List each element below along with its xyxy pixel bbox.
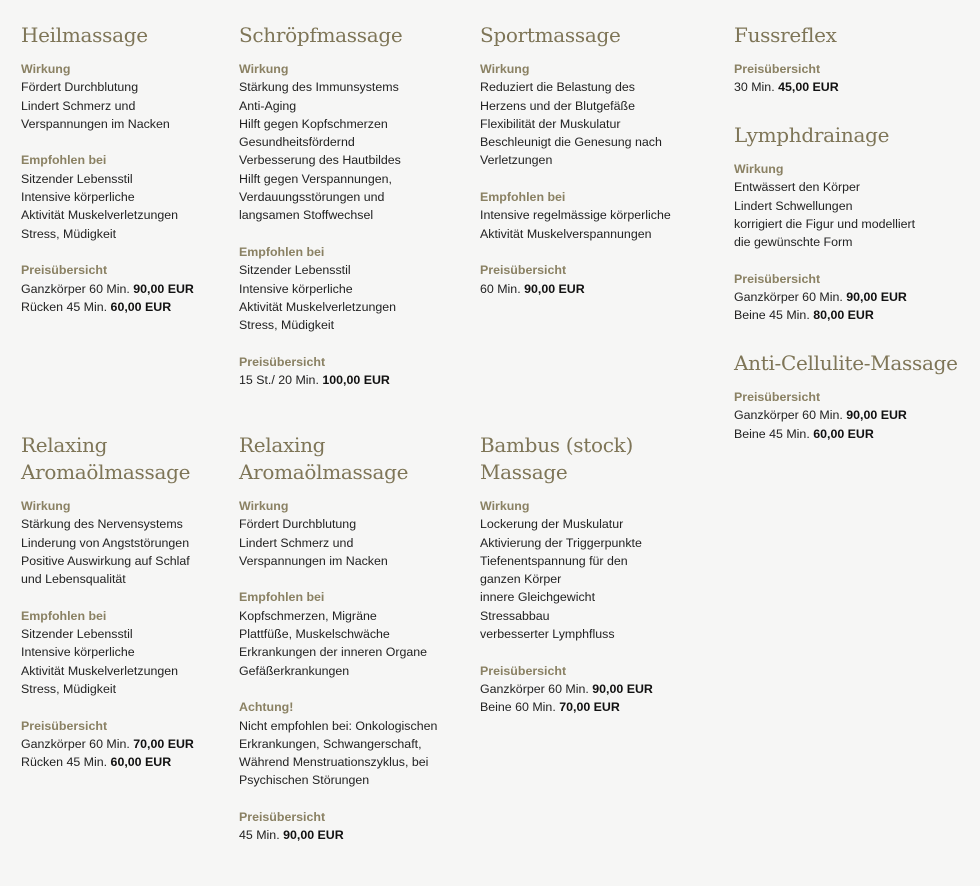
section-line: Stress, Müdigkeit xyxy=(21,226,117,241)
section-label: Wirkung xyxy=(480,62,530,76)
price-amount: 90,00 EUR xyxy=(846,408,907,423)
card-section xyxy=(480,60,720,170)
card-anti-cellulite-massage xyxy=(734,350,974,443)
price-amount: 80,00 EUR xyxy=(813,308,874,323)
card-title-line: Sportmassage xyxy=(480,23,621,47)
card-title-line: Lymphdrainage xyxy=(734,123,890,147)
price-row xyxy=(734,78,974,96)
section-line: Verletzungen xyxy=(480,153,553,168)
section-line: verbesserter Lymphfluss xyxy=(480,627,615,642)
card-title xyxy=(734,350,974,377)
price-amount: 90,00 EUR xyxy=(592,681,653,696)
price-amount: 60,00 EUR xyxy=(110,299,172,314)
card-section xyxy=(480,662,720,717)
section-label: Wirkung xyxy=(21,62,71,76)
section-label: Wirkung xyxy=(239,499,289,513)
price-description: 15 St./ 20 Min. xyxy=(239,373,319,388)
section-label: Empfohlen bei xyxy=(239,590,325,605)
section-line: Lindert Schmerz und xyxy=(21,98,136,113)
card-section xyxy=(21,717,221,772)
section-label: Preisübersicht xyxy=(239,810,326,825)
card-lymphdrainage xyxy=(734,122,974,325)
card-title xyxy=(480,432,720,486)
section-label: Preisübersicht xyxy=(239,354,326,369)
section-line: Nicht empfohlen bei: Onkologischen xyxy=(239,718,438,733)
card-schroepfmassage xyxy=(239,22,469,389)
section-line: Während Menstruationszyklus, bei xyxy=(239,755,429,770)
section-line: korrigiert die Figur und modelliert xyxy=(734,216,916,231)
price-row xyxy=(21,735,221,753)
price-description: Beine 60 Min. xyxy=(480,700,556,715)
section-line: Anti-Aging xyxy=(239,98,297,113)
price-row xyxy=(21,753,221,771)
price-amount: 90,00 EUR xyxy=(846,290,907,305)
card-section xyxy=(734,160,974,251)
price-amount: 70,00 EUR xyxy=(133,736,194,751)
section-label: Preisübersicht xyxy=(21,263,108,278)
card-title-line: Fussreflex xyxy=(734,23,837,47)
card-section xyxy=(480,261,720,298)
price-amount: 45,00 EUR xyxy=(778,80,839,95)
section-label: Preisübersicht xyxy=(734,271,821,286)
price-description: Ganzkörper 60 Min. xyxy=(734,408,843,423)
section-line: Aktivität Muskelverletzungen xyxy=(21,208,179,223)
section-line: Gesundheitsfördernd xyxy=(239,135,355,150)
section-line: langsamen Stoffwechsel xyxy=(239,208,374,223)
section-line: Entwässert den Körper xyxy=(734,180,861,195)
section-line: Aktivität Muskelverletzungen xyxy=(239,299,397,314)
section-label: Preisübersicht xyxy=(734,62,821,76)
section-line: Sitzender Lebensstil xyxy=(21,171,133,186)
price-description: Ganzkörper 60 Min. xyxy=(21,281,130,296)
price-row xyxy=(734,406,974,424)
section-line: Tiefenentspannung für den xyxy=(480,553,628,568)
card-title-line: Relaxing xyxy=(21,433,108,457)
card-section xyxy=(239,588,469,679)
section-label: Preisübersicht xyxy=(734,390,821,404)
card-title-line: Aromaölmassage xyxy=(239,460,409,484)
section-label: Achtung! xyxy=(239,700,294,715)
section-line: ganzen Körper xyxy=(480,572,562,587)
price-description: Ganzkörper 60 Min. xyxy=(480,681,589,696)
price-description: Beine 45 Min. xyxy=(734,426,810,441)
price-row xyxy=(239,371,469,389)
card-section xyxy=(734,270,974,325)
price-description: 45 Min. xyxy=(239,828,280,843)
section-line: Stressabbau xyxy=(480,608,550,623)
price-amount: 100,00 EUR xyxy=(322,373,390,388)
section-line: Flexibilität der Muskulatur xyxy=(480,116,621,131)
card-section xyxy=(239,353,469,390)
card-fussreflex xyxy=(734,22,974,97)
card-section xyxy=(21,261,221,316)
section-line: Herzens und der Blutgefäße xyxy=(480,98,635,113)
price-row xyxy=(239,826,469,844)
section-line: Verspannungen im Nacken xyxy=(239,553,388,568)
card-title xyxy=(21,22,221,49)
price-row xyxy=(734,306,974,324)
card-section xyxy=(480,188,720,243)
section-line: Gefäßerkrankungen xyxy=(239,663,350,678)
section-line: Intensive körperliche xyxy=(239,281,353,296)
price-description: Rücken 45 Min. xyxy=(21,755,108,770)
section-label: Empfohlen bei xyxy=(21,153,107,168)
price-description: Rücken 45 Min. xyxy=(21,299,108,314)
section-label: Wirkung xyxy=(734,162,784,176)
price-description: 60 Min. xyxy=(480,281,521,296)
card-title-line: Heilmassage xyxy=(21,23,148,47)
section-line: Stärkung des Immunsystems xyxy=(239,80,399,95)
section-label: Empfohlen bei xyxy=(21,608,107,623)
section-line: Aktivierung der Triggerpunkte xyxy=(480,535,642,550)
price-amount: 60,00 EUR xyxy=(110,755,172,770)
price-amount: 90,00 EUR xyxy=(283,828,344,843)
card-title-line: Schröpfmassage xyxy=(239,23,403,47)
card-title xyxy=(21,432,221,486)
section-line: Linderung von Angststörungen xyxy=(21,535,190,550)
section-label: Empfohlen bei xyxy=(480,190,566,205)
section-line: Verdauungsstörungen und xyxy=(239,190,385,205)
section-label: Wirkung xyxy=(21,499,71,513)
section-label: Preisübersicht xyxy=(21,718,108,733)
section-label: Wirkung xyxy=(239,62,289,76)
price-row xyxy=(734,425,974,443)
section-line: Lindert Schwellungen xyxy=(734,198,853,213)
card-title-line: Bambus (stock) xyxy=(480,433,633,457)
price-row xyxy=(734,288,974,306)
card-heilmassage xyxy=(21,22,221,316)
card-section xyxy=(21,607,221,698)
card-section xyxy=(21,497,221,588)
card-title xyxy=(734,22,974,49)
card-section xyxy=(239,698,469,789)
section-line: Hilft gegen Verspannungen, xyxy=(239,171,392,186)
section-label: Preisübersicht xyxy=(480,263,567,278)
card-section xyxy=(239,808,469,845)
card-title xyxy=(239,432,469,486)
section-line: Lindert Schmerz und xyxy=(239,535,354,550)
section-line: Psychischen Störungen xyxy=(239,773,370,788)
section-line: Aktivität Muskelverspannungen xyxy=(480,226,652,241)
card-title xyxy=(239,22,469,49)
card-title-line: Aromaölmassage xyxy=(21,460,191,484)
section-line: Intensive körperliche xyxy=(21,190,135,205)
section-line: innere Gleichgewicht xyxy=(480,590,596,605)
card-title xyxy=(734,122,974,149)
price-row xyxy=(480,680,720,698)
card-sportmassage xyxy=(480,22,720,298)
section-line: Hilft gegen Kopfschmerzen xyxy=(239,116,388,131)
section-line: Positive Auswirkung auf Schlaf xyxy=(21,553,190,568)
section-line: Plattfüße, Muskelschwäche xyxy=(239,627,390,642)
price-row xyxy=(21,280,221,298)
section-line: Sitzender Lebensstil xyxy=(21,627,133,642)
section-line: Verspannungen im Nacken xyxy=(21,116,170,131)
section-line: und Lebensqualität xyxy=(21,572,126,587)
section-line: Lockerung der Muskulatur xyxy=(480,517,624,532)
price-row xyxy=(480,280,720,298)
card-relaxing-aromaoelmassage-2 xyxy=(239,432,469,845)
price-description: Beine 45 Min. xyxy=(734,308,810,323)
card-bambus-massage xyxy=(480,432,720,717)
card-section xyxy=(734,388,974,443)
price-amount: 60,00 EUR xyxy=(813,426,874,441)
section-line: Reduziert die Belastung des xyxy=(480,80,635,95)
section-line: Stress, Müdigkeit xyxy=(21,681,117,696)
price-amount: 90,00 EUR xyxy=(133,281,194,296)
card-section xyxy=(734,60,974,97)
card-section xyxy=(21,60,221,133)
price-description: Ganzkörper 60 Min. xyxy=(734,290,843,305)
card-section xyxy=(480,497,720,643)
card-relaxing-aromaoelmassage-1 xyxy=(21,432,221,771)
section-label: Wirkung xyxy=(480,499,530,513)
card-title-line: Anti-Cellulite-Massage xyxy=(734,351,958,375)
price-amount: 70,00 EUR xyxy=(559,700,620,715)
section-line: Erkrankungen, Schwangerschaft, xyxy=(239,736,422,751)
card-section xyxy=(239,243,469,334)
section-line: Stärkung des Nervensystems xyxy=(21,517,183,532)
price-row xyxy=(21,298,221,316)
section-line: Aktivität Muskelverletzungen xyxy=(21,663,179,678)
card-title-line: Massage xyxy=(480,460,568,484)
price-description: Ganzkörper 60 Min. xyxy=(21,736,130,751)
card-section xyxy=(239,60,469,225)
section-line: Intensive regelmässige körperliche xyxy=(480,208,671,223)
card-title-line: Relaxing xyxy=(239,433,326,457)
price-amount: 90,00 EUR xyxy=(524,281,585,296)
section-line: Erkrankungen der inneren Organe xyxy=(239,645,428,660)
card-title xyxy=(480,22,720,49)
section-label: Empfohlen bei xyxy=(239,244,325,259)
section-line: Fördert Durchblutung xyxy=(21,80,139,95)
price-description: 30 Min. xyxy=(734,80,775,95)
section-line: die gewünschte Form xyxy=(734,235,853,250)
section-line: Sitzender Lebensstil xyxy=(239,263,351,278)
price-row xyxy=(480,698,720,716)
card-section xyxy=(21,151,221,242)
section-line: Fördert Durchblutung xyxy=(239,517,357,532)
section-line: Intensive körperliche xyxy=(21,645,135,660)
section-label: Preisübersicht xyxy=(480,663,567,678)
section-line: Verbesserung des Hautbildes xyxy=(239,153,401,168)
card-section xyxy=(239,497,469,570)
section-line: Beschleunigt die Genesung nach xyxy=(480,135,662,150)
section-line: Stress, Müdigkeit xyxy=(239,318,335,333)
section-line: Kopfschmerzen, Migräne xyxy=(239,608,377,623)
